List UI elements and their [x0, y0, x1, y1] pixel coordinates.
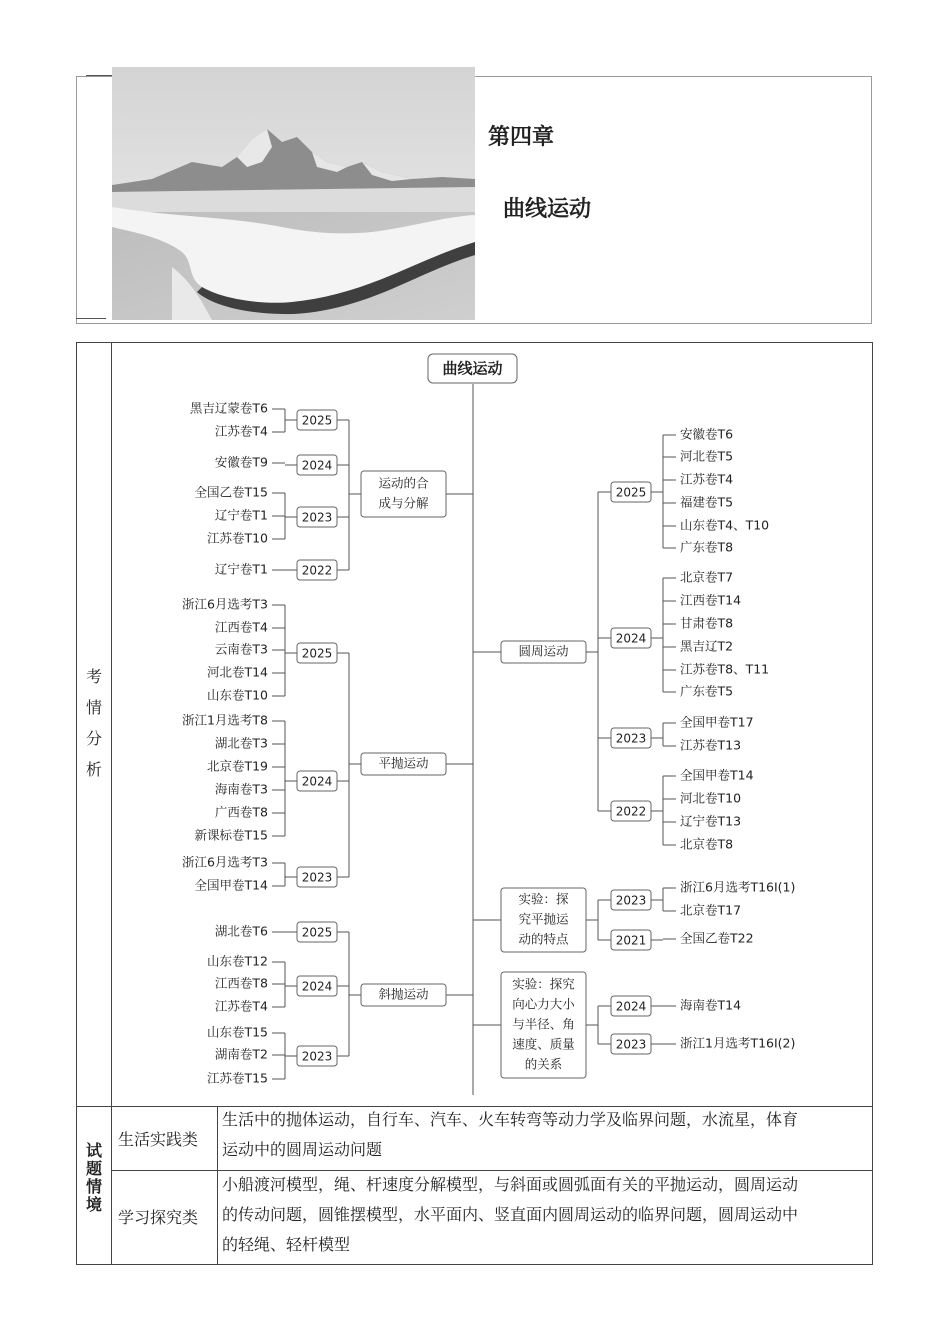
topic-label: 速度、质量	[512, 1036, 575, 1052]
topic-label: 实验：探究	[512, 976, 575, 992]
side-label-char: 情	[85, 698, 102, 717]
year-label: 2023	[301, 1049, 333, 1064]
year-label: 2022	[615, 804, 647, 819]
reference-item: 江苏卷T15	[206, 1070, 268, 1086]
year-label: 2024	[301, 458, 333, 473]
reference-item: 江苏卷T8、T11	[680, 661, 770, 677]
reference-item: 海南卷T3	[214, 781, 268, 797]
year-label: 2024	[615, 999, 647, 1014]
reference-item: 河北卷T10	[680, 790, 742, 806]
topic-label: 圆周运动	[518, 643, 569, 659]
reference-item: 江西卷T14	[680, 592, 742, 608]
side-label-char: 情	[85, 1177, 102, 1196]
reference-item: 江苏卷T4	[680, 471, 734, 487]
chapter-number: 第四章	[488, 125, 555, 150]
reference-item: 广东卷T8	[680, 539, 734, 555]
year-label: 2023	[615, 893, 647, 908]
reference-item: 江苏卷T10	[206, 530, 268, 546]
reference-item: 福建卷T5	[680, 494, 734, 510]
year-label: 2024	[615, 631, 647, 646]
mountain-landscape-image	[112, 67, 475, 320]
reference-item: 全国甲卷T14	[680, 767, 754, 783]
year-label: 2025	[301, 925, 333, 940]
context-text-life-line: 运动中的圆周运动问题	[222, 1140, 383, 1159]
topic-label: 动的特点	[518, 931, 569, 947]
reference-item: 江西卷T4	[214, 619, 268, 635]
context-text-life-line: 生活中的抛体运动，自行车、汽车、火车转弯等动力学及临界问题，水流星，体育	[222, 1110, 799, 1129]
context-label-study: 学习探究类	[118, 1208, 199, 1227]
reference-item: 甘肃卷T8	[680, 615, 734, 631]
side-label-char: 考	[85, 667, 102, 686]
reference-item: 江西卷T8	[214, 975, 268, 991]
reference-item: 山东卷T12	[206, 953, 268, 969]
context-label-life: 生活实践类	[118, 1130, 199, 1149]
year-label: 2023	[615, 1037, 647, 1052]
header-rule-bottom	[76, 318, 106, 319]
reference-item: 北京卷T7	[680, 569, 734, 585]
reference-item: 全国乙卷T15	[194, 484, 268, 500]
reference-item: 辽宁卷T1	[214, 507, 268, 523]
reference-item: 新课标卷T15	[194, 827, 268, 843]
year-label: 2024	[301, 774, 333, 789]
side-label-char: 析	[85, 760, 102, 779]
topic-label: 的关系	[524, 1056, 563, 1072]
reference-item: 北京卷T17	[680, 902, 742, 918]
reference-item: 湖北卷T3	[214, 735, 268, 751]
side-label-char: 分	[85, 729, 102, 748]
reference-item: 广东卷T5	[680, 683, 734, 699]
mindmap-diagram	[112, 343, 872, 1106]
topic-label: 与半径、角	[512, 1016, 575, 1032]
reference-item: 全国甲卷T17	[680, 714, 754, 730]
year-label: 2025	[301, 646, 333, 661]
reference-item: 湖北卷T6	[214, 923, 268, 939]
reference-item: 浙江1月选考T8	[181, 712, 268, 728]
reference-item: 河北卷T14	[206, 664, 268, 680]
reference-item: 北京卷T8	[680, 836, 734, 852]
reference-item: 江苏卷T4	[214, 998, 268, 1014]
reference-item: 云南卷T3	[214, 641, 268, 657]
reference-item: 全国甲卷T14	[194, 877, 268, 893]
table-divider-vertical-2	[217, 1106, 218, 1265]
topic-label: 平抛运动	[378, 755, 429, 771]
topic-label: 向心力大小	[512, 996, 575, 1012]
year-label: 2021	[615, 933, 647, 948]
reference-item: 山东卷T4、T10	[680, 517, 770, 533]
reference-item: 河北卷T5	[680, 448, 734, 464]
side-label-char: 试	[85, 1141, 102, 1160]
topic-label: 斜抛运动	[378, 986, 429, 1002]
reference-item: 江苏卷T4	[214, 423, 268, 439]
reference-item: 山东卷T15	[206, 1024, 268, 1040]
year-label: 2022	[301, 563, 333, 578]
reference-item: 辽宁卷T13	[680, 813, 742, 829]
root-node-label: 曲线运动	[442, 359, 503, 378]
topic-label: 实验：探	[518, 891, 569, 907]
reference-item: 黑吉辽T2	[680, 638, 734, 654]
reference-item: 浙江1月选考T16Ⅰ(2)	[680, 1035, 796, 1051]
reference-item: 浙江6月选考T16Ⅰ(1)	[680, 879, 796, 895]
year-label: 2024	[301, 979, 333, 994]
context-text-study-line: 的轻绳、轻杆模型	[222, 1235, 351, 1254]
reference-item: 江苏卷T13	[680, 737, 742, 753]
context-text-study-line: 小船渡河模型，绳、杆速度分解模型，与斜面或圆弧面有关的平抛运动，圆周运动	[222, 1175, 799, 1194]
reference-item: 黑吉辽蒙卷T6	[189, 400, 268, 416]
reference-item: 浙江6月选考T3	[181, 854, 268, 870]
reference-item: 安徽卷T9	[214, 454, 268, 470]
year-label: 2023	[301, 510, 333, 525]
side-label-char: 题	[85, 1159, 102, 1178]
year-label: 2025	[301, 413, 333, 428]
reference-item: 海南卷T14	[680, 997, 742, 1013]
reference-item: 山东卷T10	[206, 687, 268, 703]
reference-item: 安徽卷T6	[680, 426, 734, 442]
side-label-char: 境	[85, 1195, 102, 1214]
reference-item: 浙江6月选考T3	[181, 596, 268, 612]
header-rule	[86, 75, 112, 76]
year-label: 2025	[615, 485, 647, 500]
reference-item: 湖南卷T2	[214, 1046, 268, 1062]
chapter-title: 曲线运动	[503, 197, 592, 222]
reference-item: 北京卷T19	[206, 758, 268, 774]
context-text-study-line: 的传动问题，圆锥摆模型，水平面内、竖直面内圆周运动的临界问题，圆周运动中	[222, 1205, 799, 1224]
topic-label: 成与分解	[378, 495, 429, 511]
year-label: 2023	[301, 870, 333, 885]
reference-item: 全国乙卷T22	[680, 930, 754, 946]
reference-item: 辽宁卷T1	[214, 561, 268, 577]
year-label: 2023	[615, 731, 647, 746]
topic-label: 运动的合	[378, 475, 429, 491]
topic-label: 究平抛运	[518, 911, 569, 927]
reference-item: 广西卷T8	[214, 804, 268, 820]
